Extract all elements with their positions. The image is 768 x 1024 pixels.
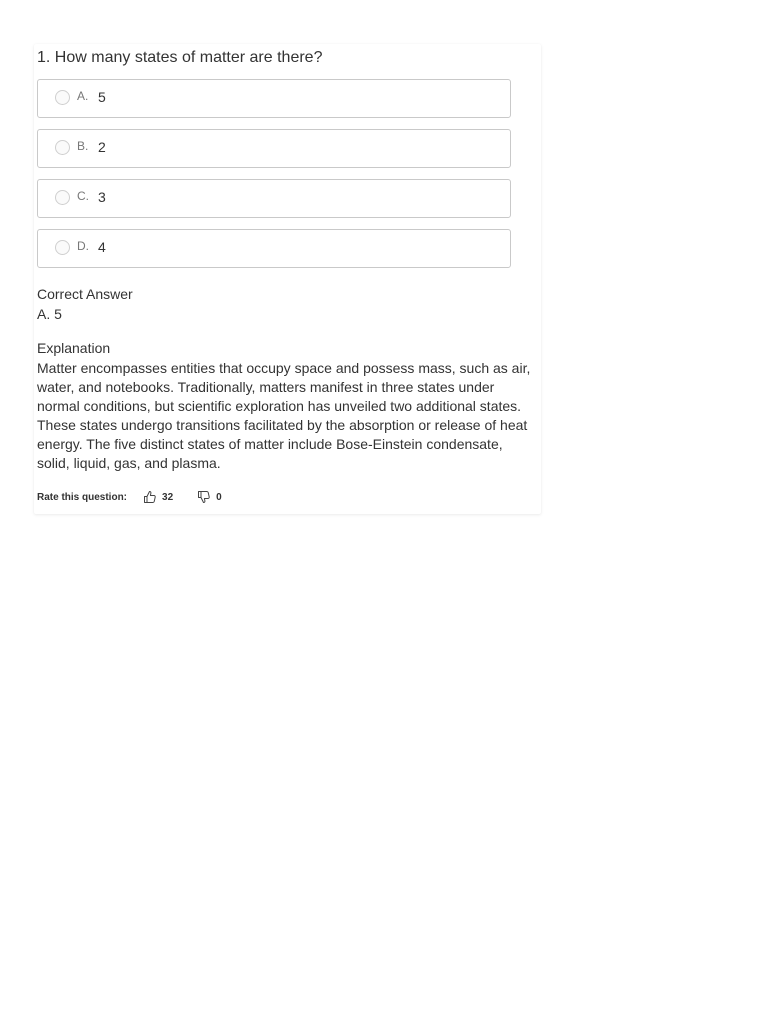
option-letter: D. <box>77 239 89 253</box>
option-text: 5 <box>98 89 106 105</box>
downvote-button[interactable] <box>197 490 222 504</box>
option-letter: A. <box>77 89 89 103</box>
correct-answer-value: A. 5 <box>37 306 62 322</box>
explanation-text: Matter encompasses entities that occupy space and possess mass, such as air, water, and notebooks. Traditionally, matters manifest in three states under normal conditions, but scientific exploration has unveiled two additional states. These states undergo transitions facilitated by the absorption or release of heat energy. The five distinct states of matter include Bose-Einstein condensate, solid, liquid, gas, and plasma. <box>37 360 531 471</box>
upvote-button[interactable] <box>143 490 173 504</box>
correct-answer-heading: Correct Answer <box>37 286 133 302</box>
thumbs-down-icon <box>197 490 211 504</box>
radio-button[interactable] <box>55 140 70 155</box>
option-c[interactable] <box>37 179 511 218</box>
option-letter: C. <box>77 189 89 203</box>
rating-row <box>37 488 222 506</box>
downvote-count: 0 <box>216 491 222 503</box>
option-a[interactable] <box>37 79 511 118</box>
option-d[interactable] <box>37 229 511 268</box>
radio-button[interactable] <box>55 90 70 105</box>
option-b[interactable] <box>37 129 511 168</box>
radio-button[interactable] <box>55 240 70 255</box>
upvote-count: 32 <box>162 491 174 503</box>
explanation-heading: Explanation <box>37 340 111 356</box>
radio-button[interactable] <box>55 190 70 205</box>
rate-label: Rate this question: <box>37 491 128 503</box>
option-text: 4 <box>98 239 106 255</box>
thumbs-up-icon <box>143 490 157 504</box>
option-text: 2 <box>98 139 106 155</box>
question-text: 1. How many states of matter are there? <box>37 49 323 66</box>
option-text: 3 <box>98 189 106 205</box>
option-letter: B. <box>77 139 89 153</box>
